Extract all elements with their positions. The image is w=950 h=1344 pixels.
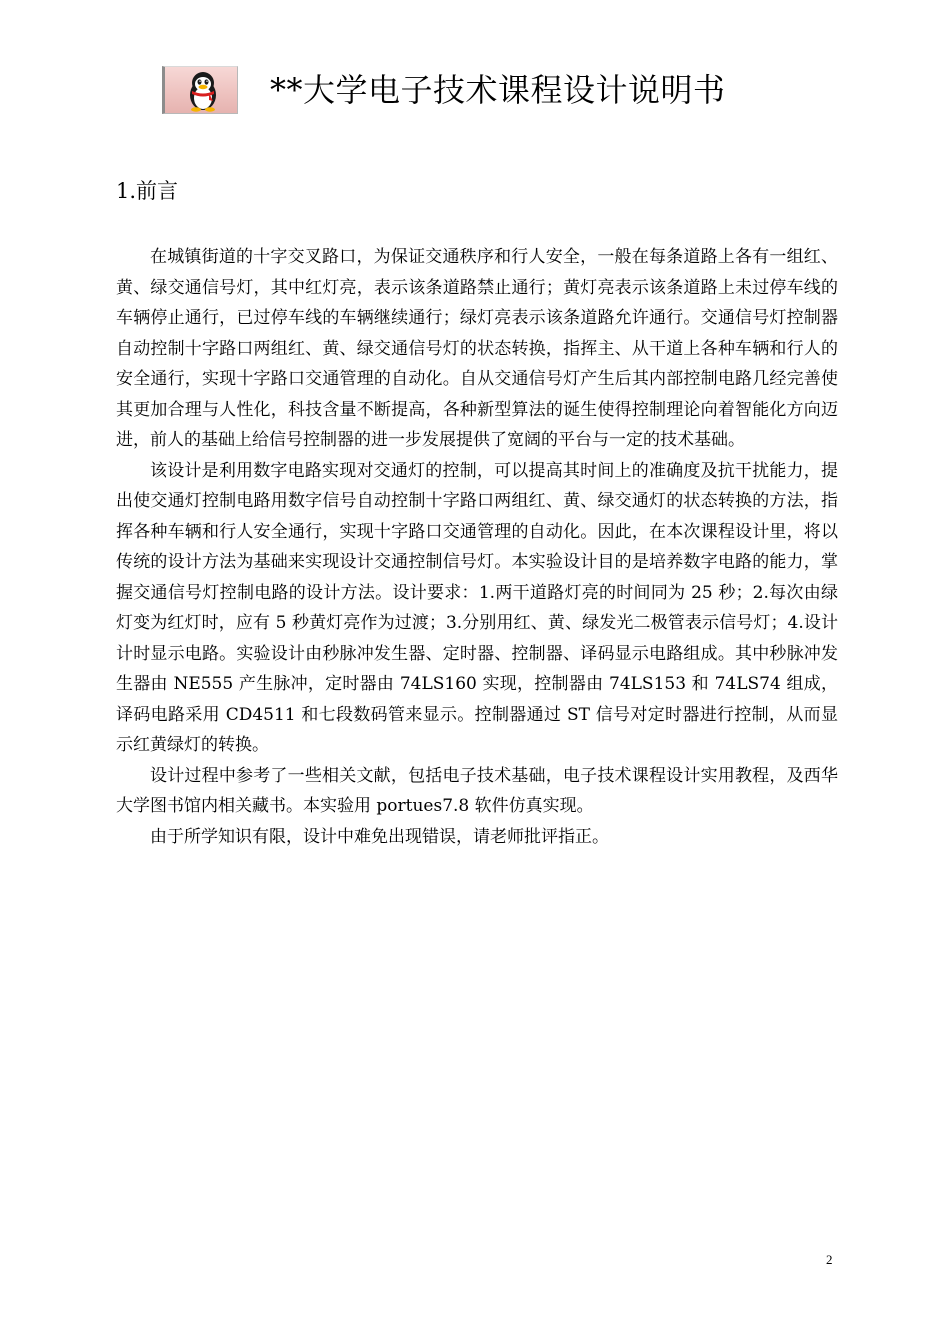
penguin-logo-icon bbox=[162, 66, 238, 114]
section-heading: 1.前言 bbox=[116, 179, 179, 203]
paragraph-references: 设计过程中参考了一些相关文献，包括电子技术基础，电子技术课程设计实用教程，及西华大学图书馆内相关藏书。本实验用 portues7.8 软件仿真实现。 bbox=[116, 765, 838, 816]
document-title: **大学电子技术课程设计说明书 bbox=[270, 71, 726, 109]
body-text bbox=[116, 242, 838, 852]
paragraph-design: 该设计是利用数字电路实现对交通灯的控制，可以提高其时间上的准确度及抗干扰能力，提出使交通灯控制电路用数字信号自动控制十字路口两组红、黄、绿交通灯的状态转换的方法，指挥各种车辆和行人安全通行，实现十字路口交通管理的自动化。因此，在本次课程设计里，将以传统的设计方法为基础来实现设计交通控制信号灯。本实验设计目的是培养数字电路的能力，掌握交通信号灯控制电路的设计方法。设计要求：1.两干道路灯亮的时间同为 25 秒；2.每次由绿灯变为红灯时，应有 5 秒黄灯亮作为过渡；3.分别用红、黄、绿发光二极管表示信号灯；4.设计计时显示电路。实验设计由秒脉冲发生器、定时器、控制器、译码显示电路组成。其中秒脉冲发生器由 NE555 产生脉冲，定时器由 74LS160 实现，控制器由 74LS153 和 74LS74 组成，译码电路采用 CD4511 和七段数码管来显示。控制器通过 ST 信号对定时器进行控制，从而显示红黄绿灯的转换。 bbox=[116, 460, 838, 755]
paragraph-intro: 在城镇街道的十字交叉路口，为保证交通秩序和行人安全，一般在每条道路上各有一组红、黄、绿交通信号灯，其中红灯亮，表示该条道路禁止通行；黄灯亮表示该条道路上未过停车线的车辆停止通行，已过停车线的车辆继续通行；绿灯亮表示该条道路允许通行。交通信号灯控制器自动控制十字路口两组红、黄、绿交通信号灯的状态转换，指挥主、从干道上各种车辆和行人的安全通行，实现十字路口交通管理的自动化。自从交通信号灯产生后其内部控制电路几经完善使其更加合理与人性化，科技含量不断提高，各种新型算法的诞生使得控制理论向着智能化方向迈进，前人的基础上给信号控制器的进一步发展提供了宽阔的平台与一定的技术基础。 bbox=[116, 247, 838, 450]
paragraph-closing: 由于所学知识有限，设计中难免出现错误，请老师批评指正。 bbox=[150, 826, 609, 847]
page-number: 2 bbox=[826, 1252, 833, 1267]
document-header bbox=[162, 64, 802, 116]
